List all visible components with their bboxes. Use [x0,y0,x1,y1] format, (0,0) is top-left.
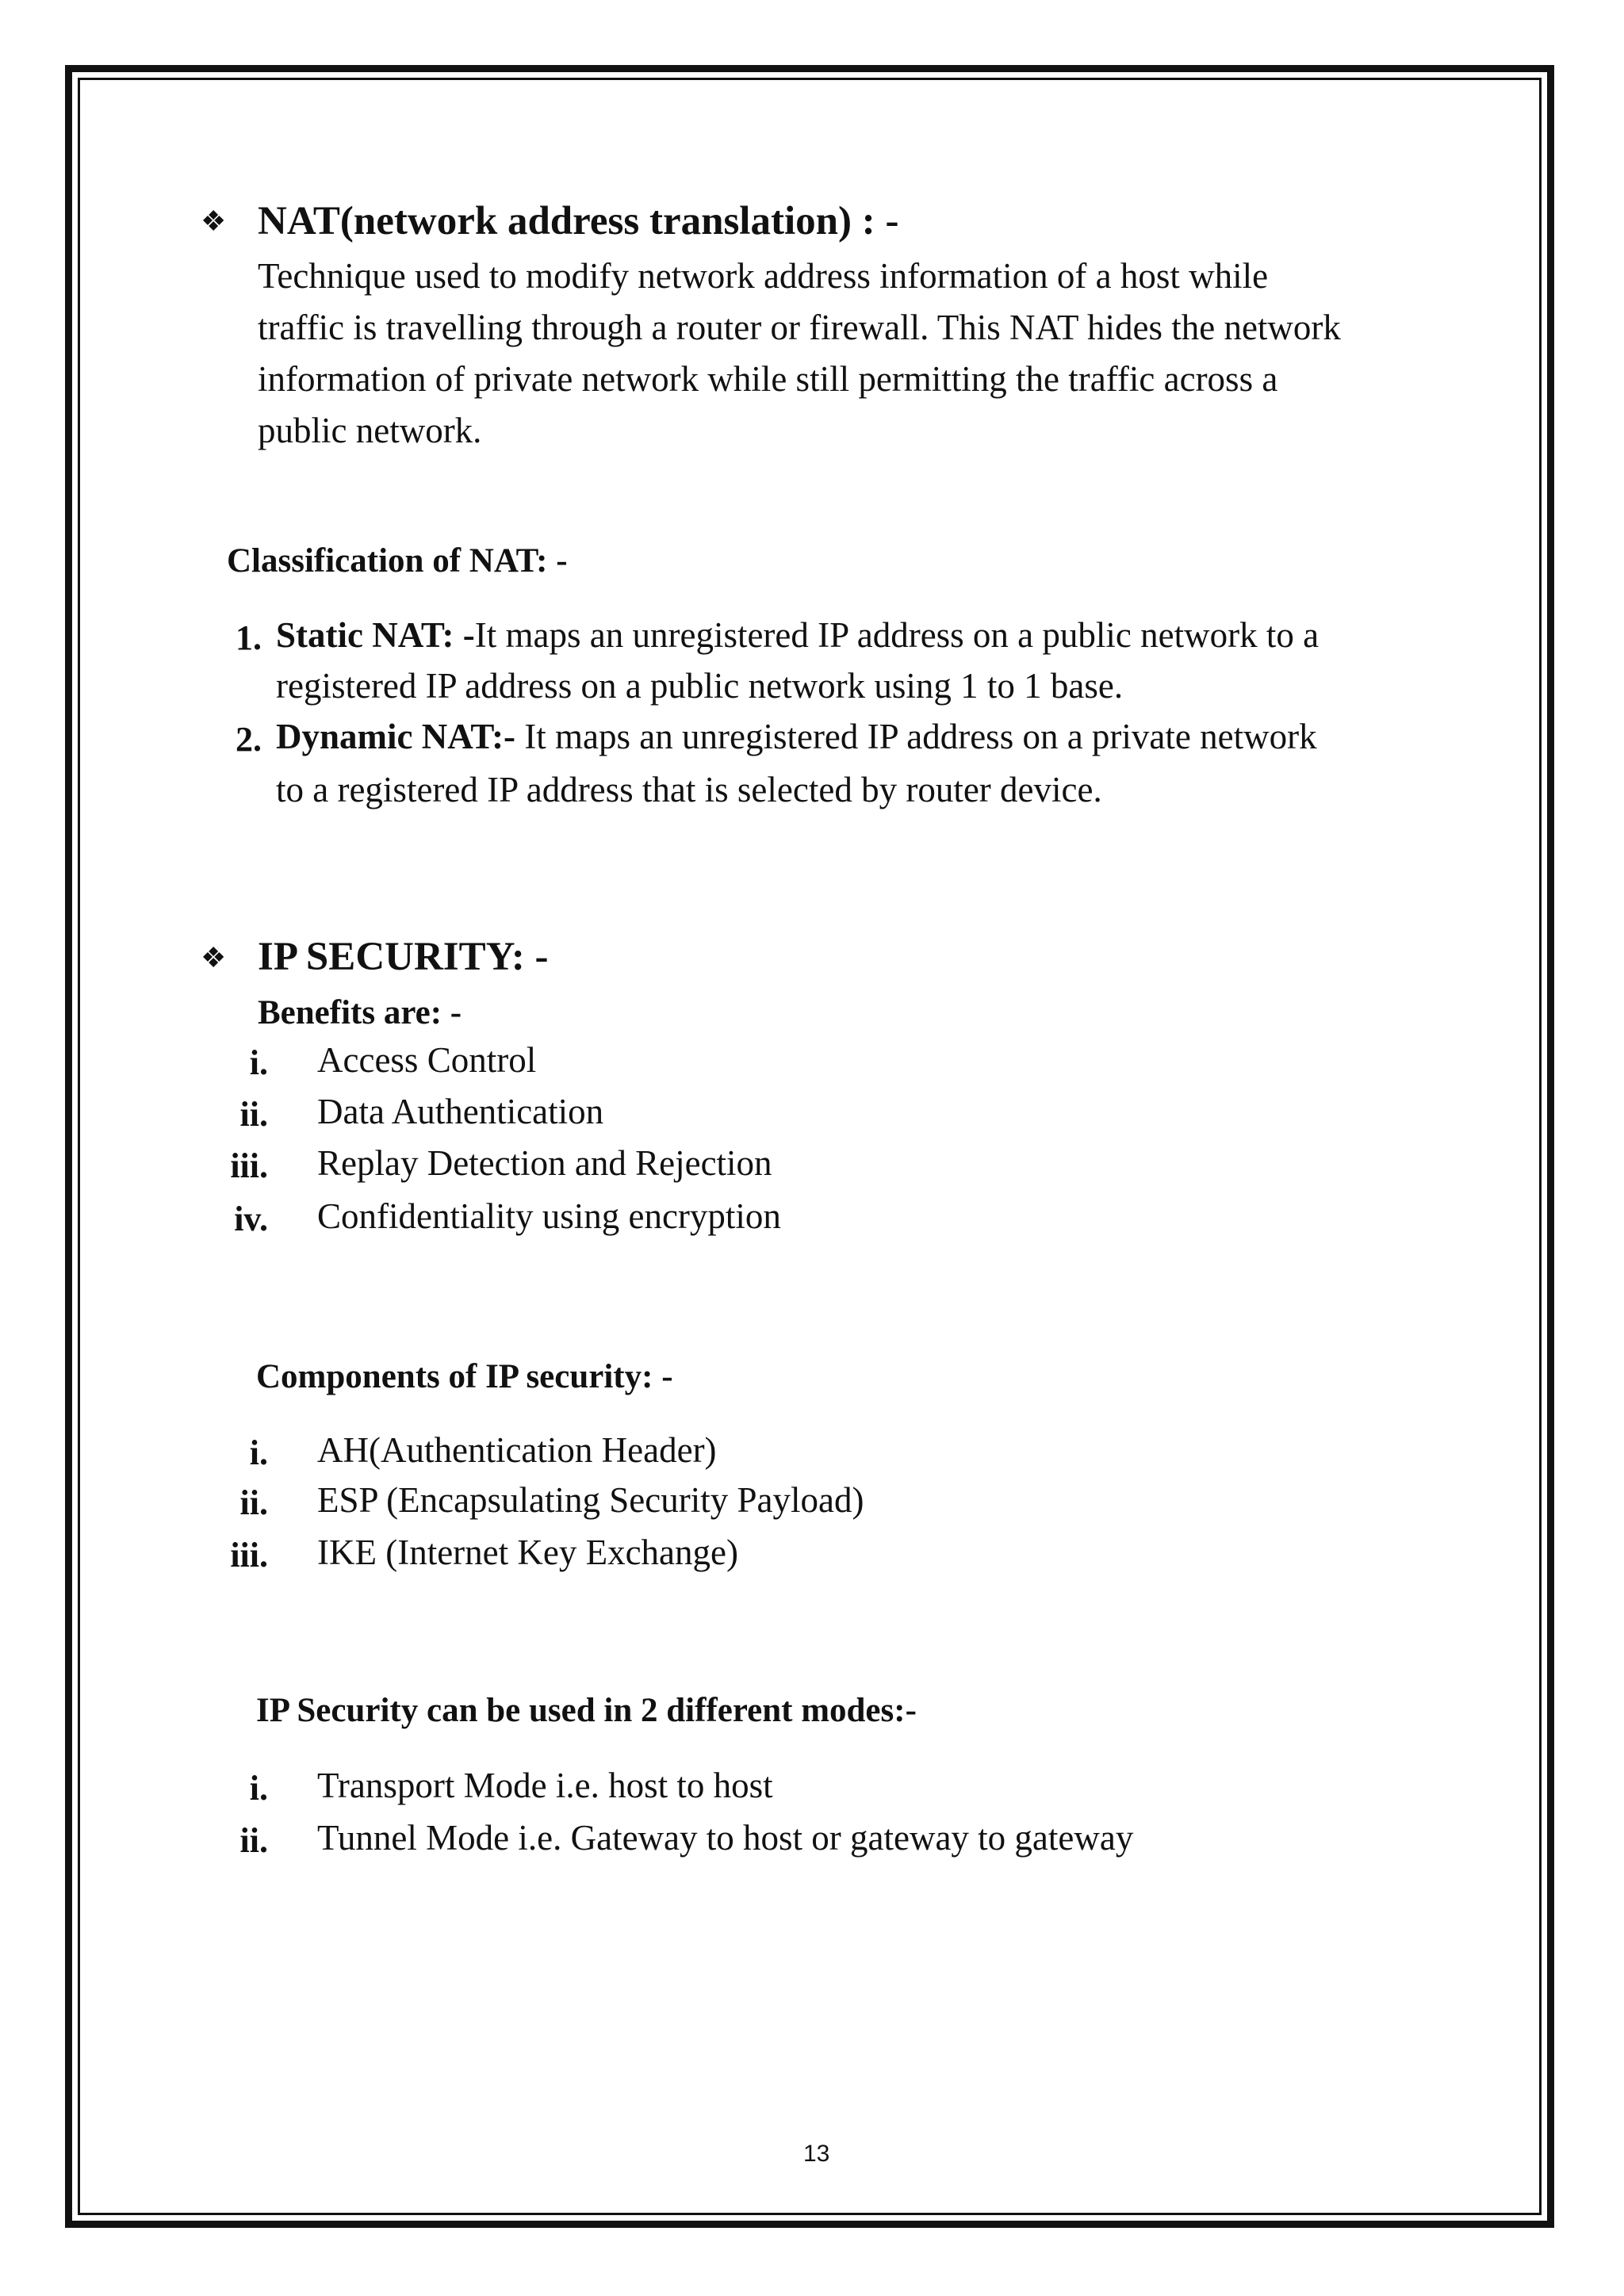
list-number: i. [249,1769,268,1808]
list-number: i. [249,1433,268,1472]
mode-item: Tunnel Mode i.e. Gateway to host or gateway to gateway [317,1818,1134,1858]
mode-item: Transport Mode i.e. host to host [317,1766,773,1805]
component-item: AH(Authentication Header) [317,1430,717,1470]
list-number: ii. [239,1095,268,1134]
modes-heading: IP Security can be used in 2 different modes:- [256,1692,917,1729]
diamond-bullet-icon: ❖ [201,942,227,974]
list-number: iv. [234,1200,268,1238]
dynamic-nat-label: Dynamic NAT:- [276,717,516,756]
nat-paragraph-line: Technique used to modify network address information of a host while [258,256,1269,296]
component-item: IKE (Internet Key Exchange) [317,1533,738,1572]
components-heading: Components of IP security: - [256,1358,673,1395]
list-number: iii. [230,1146,268,1185]
list-item-continuation: to a registered IP address that is selected by router device. [276,770,1102,809]
benefits-heading: Benefits are: - [258,994,462,1031]
page-number: 13 [803,2141,830,2167]
nat-paragraph-line: traffic is travelling through a router or firewall. This NAT hides the network [258,308,1341,347]
static-nat-text: It maps an unregistered IP address on a public network to a [474,615,1320,655]
benefit-item: Confidentiality using encryption [317,1196,781,1236]
benefit-item: Data Authentication [317,1092,604,1131]
list-number: ii. [239,1821,268,1860]
dynamic-nat-text: It maps an unregistered IP address on a private network [515,717,1317,756]
list-number: ii. [239,1483,268,1522]
static-nat-label: Static NAT: - [276,615,475,655]
benefit-item: Access Control [317,1040,537,1080]
list-item-line [276,615,1320,655]
list-item-line [276,719,1317,755]
component-item: ESP (Encapsulating Security Payload) [317,1480,864,1520]
list-number: 2. [236,720,262,759]
diamond-bullet-icon: ❖ [201,205,227,237]
nat-paragraph-line: information of private network while still permitting the traffic across a [258,359,1278,399]
benefit-item: Replay Detection and Rejection [317,1143,772,1183]
list-number: iii. [230,1536,268,1575]
list-number: 1. [236,618,262,657]
nat-heading: NAT(network address translation) : - [258,199,899,243]
nat-paragraph-line: public network. [258,411,482,450]
list-item-continuation: registered IP address on a public network using 1 to 1 base. [276,666,1124,706]
ipsec-heading: IP SECURITY: - [258,935,549,979]
classification-heading: Classification of NAT: - [227,542,568,580]
list-number: i. [249,1043,268,1082]
